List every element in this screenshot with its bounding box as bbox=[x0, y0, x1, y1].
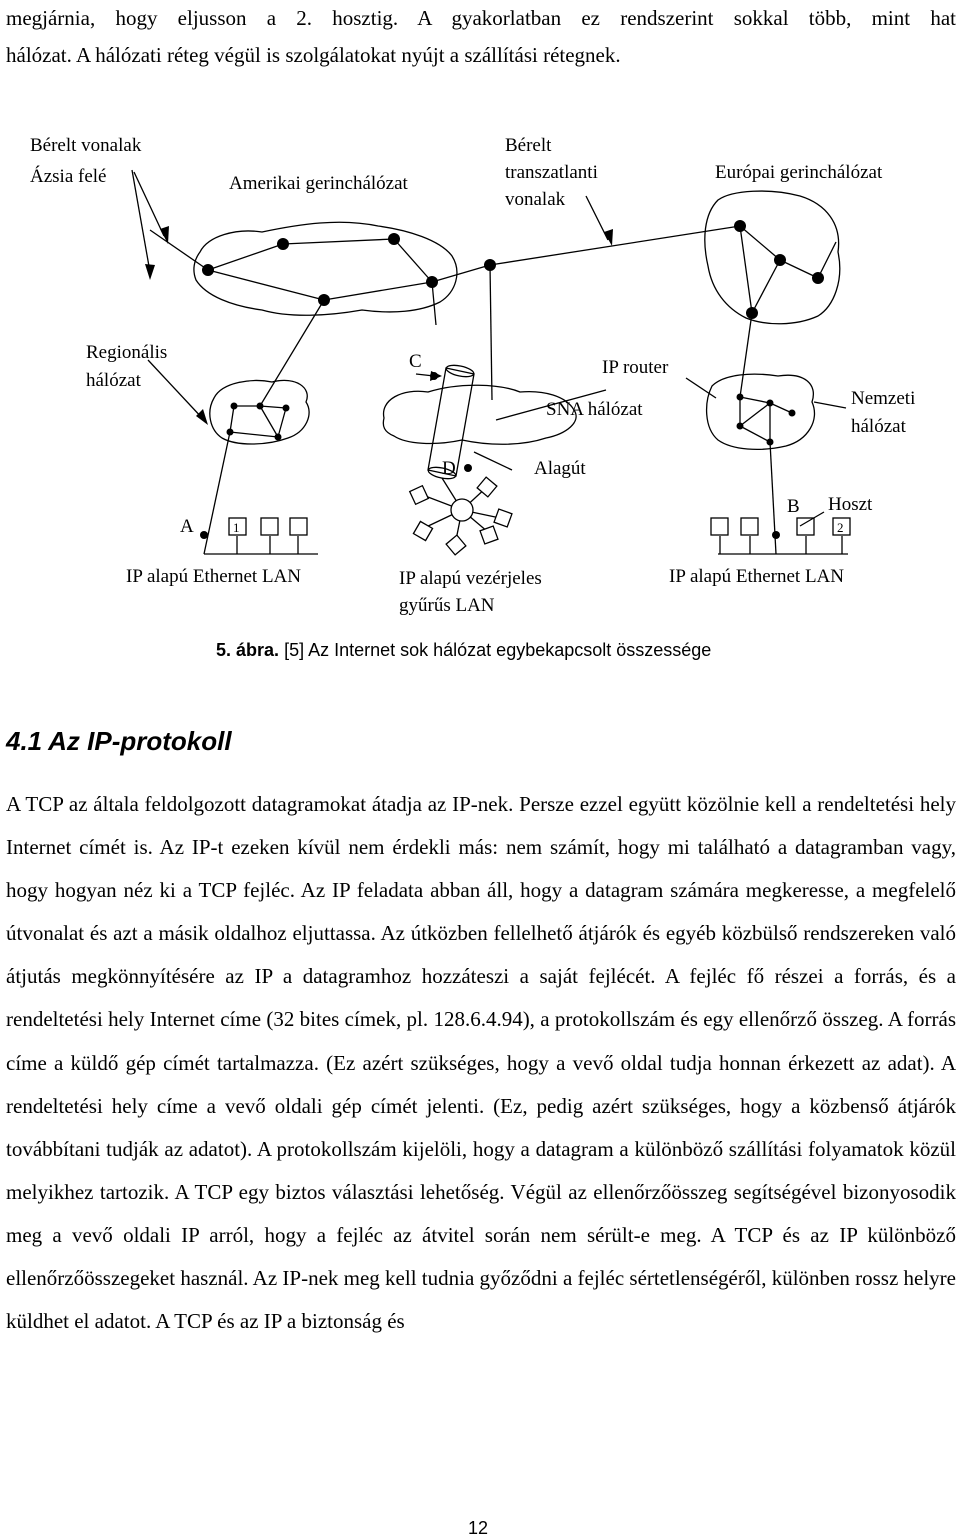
backbone-link bbox=[432, 265, 490, 282]
backbone-link bbox=[740, 226, 752, 313]
label-sna-network: SNA hálózat bbox=[546, 399, 643, 420]
label-lan-middle-2: gyűrűs LAN bbox=[399, 595, 495, 616]
label-regional-2: hálózat bbox=[86, 370, 141, 391]
regional-node bbox=[275, 434, 282, 441]
intro-line-1: megjárnia, hogy eljusson a 2. hosztig. A gyakorlatban ez rendszerint sokkal több, mint hat bbox=[6, 6, 956, 30]
regional-node bbox=[231, 403, 238, 410]
national-node bbox=[789, 410, 796, 417]
router-node bbox=[484, 259, 496, 271]
label-c: C bbox=[409, 351, 422, 372]
label-d: D bbox=[442, 458, 456, 479]
regional-node bbox=[227, 429, 234, 436]
router-node bbox=[734, 220, 746, 232]
router-node bbox=[774, 254, 786, 266]
label-national-1: Nemzeti bbox=[851, 388, 916, 409]
label-lan-middle-1: IP alapú vezérjeles bbox=[399, 568, 542, 589]
label-leased-asia-2: Ázsia felé bbox=[30, 166, 107, 187]
label-american-backbone: Amerikai gerinchálózat bbox=[229, 173, 408, 194]
host-b-node bbox=[772, 531, 780, 539]
host-box bbox=[797, 518, 814, 535]
label-ip-router: IP router bbox=[602, 357, 669, 378]
label-b: B bbox=[787, 496, 800, 517]
router-d-node bbox=[464, 464, 472, 472]
backbone-link bbox=[283, 239, 394, 244]
figure-caption bbox=[216, 640, 711, 661]
label-lan-right: IP alapú Ethernet LAN bbox=[669, 566, 844, 587]
router-node bbox=[277, 238, 289, 250]
backbone-link bbox=[208, 270, 324, 300]
backbone-link bbox=[394, 239, 432, 282]
national-network-cloud bbox=[707, 374, 815, 449]
label-national-2: hálózat bbox=[851, 416, 906, 437]
regional-node bbox=[283, 405, 290, 412]
backbone-link bbox=[324, 282, 432, 300]
european-backbone-cloud bbox=[705, 191, 840, 324]
label-regional-1: Regionális bbox=[86, 342, 168, 363]
label-lan-left: IP alapú Ethernet LAN bbox=[126, 566, 301, 587]
body-paragraph: A TCP az általa feldolgozott datagramokat átadja az IP-nek. Persze ezzel együtt közölnie kell a rendeltetési hely Internet címét is. Az IP-t ezeken kívül nem érdekli más: nem számít, hogy mi található a datagramban vagy, hogy hogyan néz ki a TCP fejléc. Az IP feladata abban áll, hogy a datagram számára megkeresse, a megfelelő útvonalat és azt a másik oldalhoz eljuttassa. Az útközben fellelhető átjárók és egyéb közbülső rendszereken való átjutás megkönnyítésére az IP a datagramhoz hozzáteszi a saját fejlécét. A fejléc fő részei a forrás, és a rendeltetési hely Internet címe (32 bites címek, pl. 128.6.4.94), a protokollszám és egy ellenőrző összeg. A forrás címe a küldő gép címét tartalmazza. (Ez azért szükséges, hogy a vevő oldal tudja honnan érkezett az adat). A rendeltetési hely címe a vevő oldali gép címét jelenti. (Ez, pedig azért szükséges, hogy a közbenső átjárók továbbítani tudják az adatot). A protokollszám kijelöli, hogy a datagram a különböző szállítási folyamatok közül melyikhez tartozik. A TCP egy biztos választási lehetőség. Végül az ellenőrzőösszeg segítségével bizonyosodik meg a vevő oldali IP arról, hogy a fejléc az átvitel során nem sérült-e meg. A TCP és az IP különböző ellenőrzőösszegeket használ. Az IP-nek meg kell tudnia győződni a fejléc sértetlenségéről, különben rossz helyre küldhet el adatot. A TCP és az IP a biztonság és bbox=[6, 792, 956, 1334]
label-tunnel: Alagút bbox=[534, 458, 586, 479]
router-node bbox=[812, 272, 824, 284]
page-number: 12 bbox=[468, 1518, 489, 1538]
router-c-node bbox=[430, 372, 438, 380]
section-title-text: Az IP-protokoll bbox=[48, 726, 232, 756]
label-a: A bbox=[180, 516, 194, 537]
host-a-node bbox=[200, 531, 208, 539]
host-box bbox=[290, 518, 307, 535]
national-node bbox=[767, 400, 774, 407]
host-box bbox=[711, 518, 728, 535]
regional-uplink bbox=[260, 300, 324, 406]
host-box bbox=[741, 518, 758, 535]
label-european-backbone: Európai gerinchálózat bbox=[715, 162, 883, 183]
national-node bbox=[767, 439, 774, 446]
router-node bbox=[426, 276, 438, 288]
transatlantic-link bbox=[490, 226, 740, 265]
figure-caption-text: [5] Az Internet sok hálózat egybekapcsolt összessége bbox=[284, 640, 712, 660]
figure-number: 5. ábra. bbox=[216, 640, 280, 660]
section-heading bbox=[6, 726, 232, 757]
label-transatlantic-1: Bérelt bbox=[505, 135, 552, 156]
backbone-link bbox=[150, 230, 208, 270]
internet-network-diagram bbox=[0, 0, 960, 640]
backbone-link bbox=[752, 260, 780, 313]
intro-line-2: hálózat. A hálózati réteg végül is szolgálatokat nyújt a szállítási rétegnek. bbox=[6, 43, 621, 67]
national-uplink bbox=[740, 313, 752, 397]
backbone-link bbox=[740, 226, 780, 260]
backbone-link bbox=[780, 260, 818, 278]
label-transatlantic-3: vonalak bbox=[505, 189, 566, 210]
router-node bbox=[202, 264, 214, 276]
label-host-2: 2 bbox=[837, 520, 844, 535]
label-host-1: 1 bbox=[233, 520, 240, 535]
national-node bbox=[737, 394, 744, 401]
host-box bbox=[261, 518, 278, 535]
token-ring bbox=[451, 499, 473, 521]
national-node bbox=[737, 423, 744, 430]
section-number: 4.1 bbox=[6, 726, 43, 756]
router-node bbox=[388, 233, 400, 245]
backbone-link bbox=[818, 242, 836, 278]
ip-router-link bbox=[490, 265, 492, 400]
regional-node bbox=[257, 403, 264, 410]
label-host: Hoszt bbox=[828, 494, 873, 515]
backbone-link bbox=[208, 244, 283, 270]
router-node bbox=[318, 294, 330, 306]
router-node bbox=[746, 307, 758, 319]
label-leased-asia-1: Bérelt vonalak bbox=[30, 135, 142, 156]
label-transatlantic-2: transzatlanti bbox=[505, 162, 598, 183]
